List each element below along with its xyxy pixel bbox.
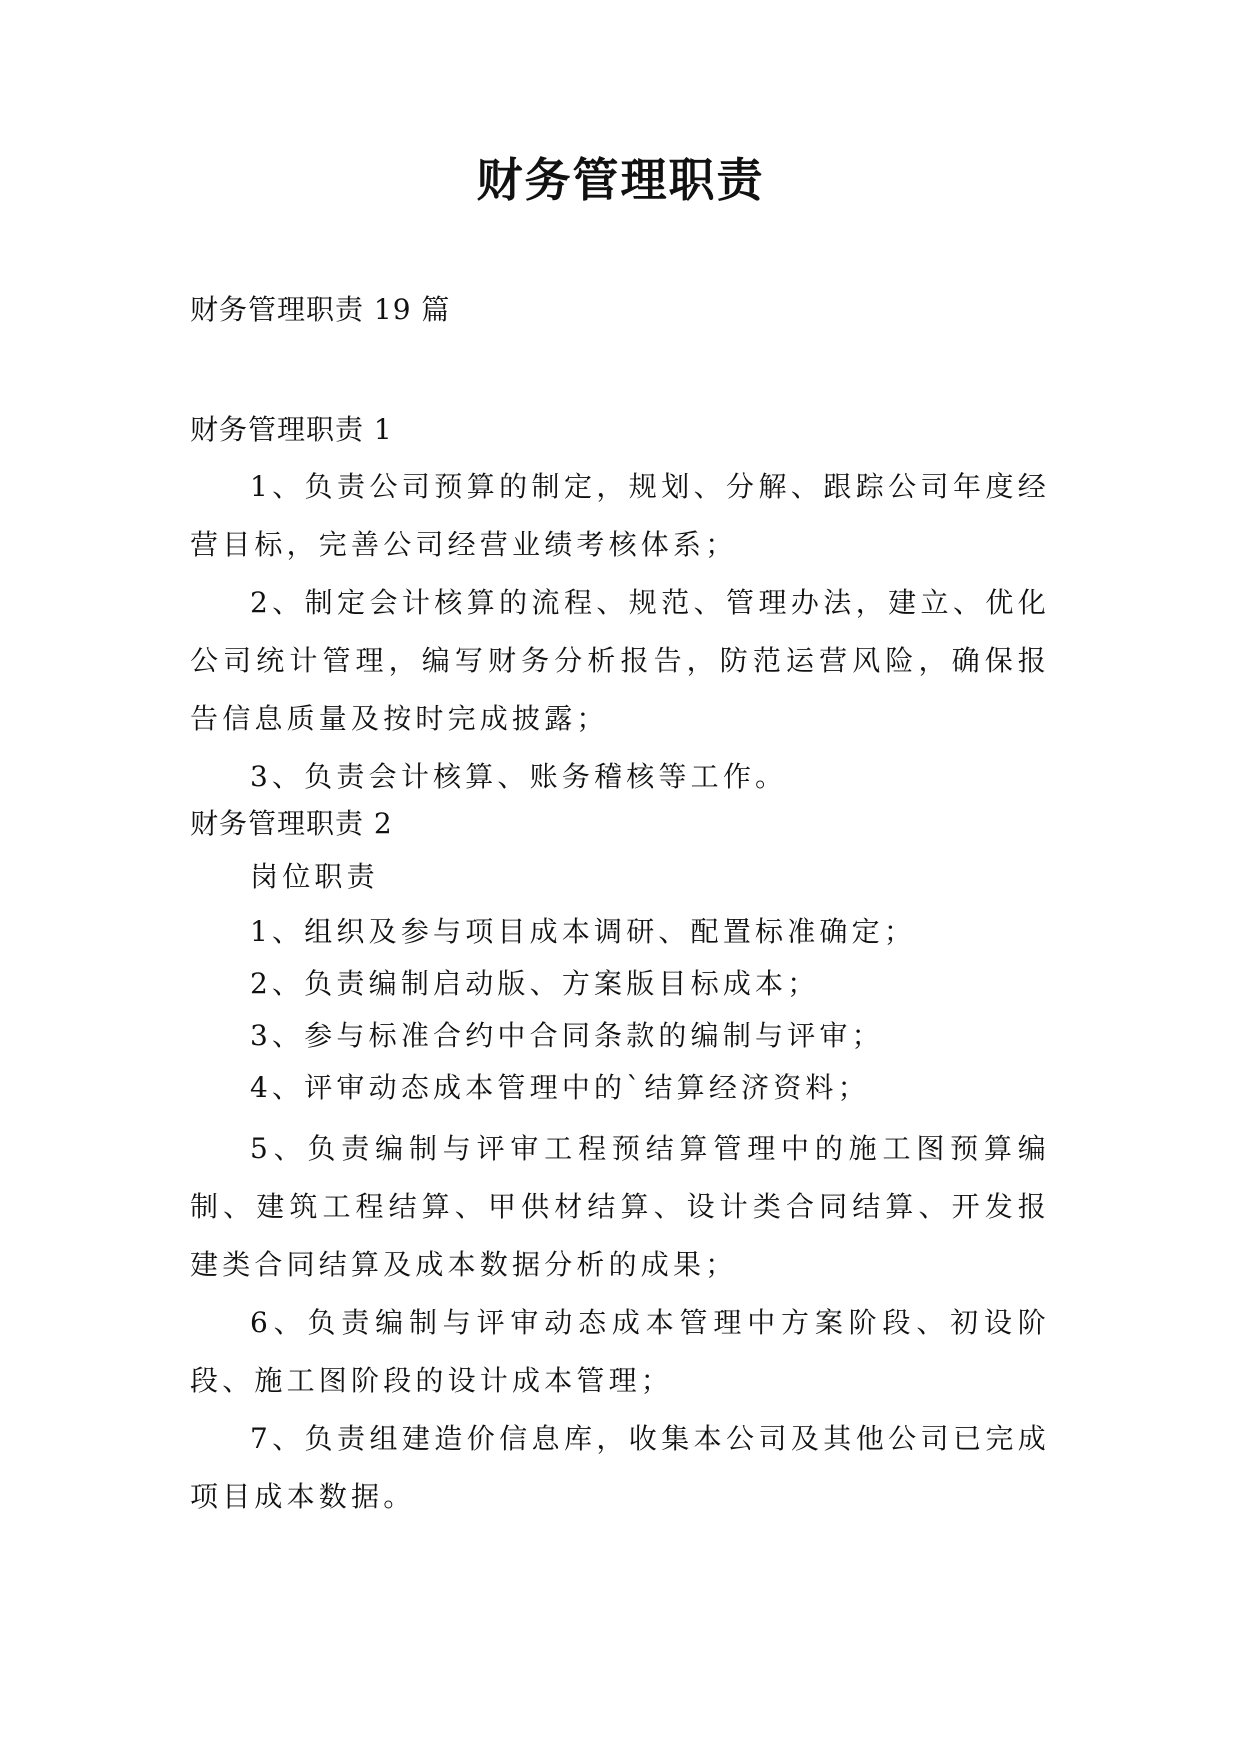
document-subtitle: 财务管理职责 19 篇 bbox=[190, 293, 451, 326]
paragraph: 2、制定会计核算的流程、规范、管理办法，建立、优化公司统计管理，编写财务分析报告，防范运营风险，确保报告信息质量及按时完成披露； bbox=[190, 586, 1050, 735]
section-1 bbox=[190, 410, 1050, 806]
section-heading: 财务管理职责 2 bbox=[190, 807, 393, 840]
paragraph: 1、负责公司预算的制定，规划、分解、跟踪公司年度经营目标，完善公司经营业绩考核体系； bbox=[190, 470, 1050, 561]
paragraph: 3、参与标准合约中合同条款的编制与评审； bbox=[250, 1019, 884, 1052]
document-body bbox=[190, 410, 1050, 1526]
paragraph: 岗位职责 bbox=[250, 860, 379, 893]
paragraph: 4、评审动态成本管理中的`结算经济资料； bbox=[250, 1071, 870, 1104]
paragraph: 2、负责编制启动版、方案版目标成本； bbox=[250, 967, 820, 1000]
paragraph: 5、负责编制与评审工程预结算管理中的施工图预算编制、建筑工程结算、甲供材结算、设计类合同结算、开发报建类合同结算及成本数据分析的成果； bbox=[190, 1132, 1050, 1281]
page-title: 财务管理职责 bbox=[476, 153, 765, 207]
section-2 bbox=[190, 804, 1050, 1526]
paragraph: 7、负责组建造价信息库，收集本公司及其他公司已完成项目成本数据。 bbox=[190, 1422, 1050, 1513]
paragraph: 3、负责会计核算、账务稽核等工作。 bbox=[250, 760, 788, 793]
paragraph: 1、组织及参与项目成本调研、配置标准确定； bbox=[250, 915, 917, 948]
section-heading: 财务管理职责 1 bbox=[190, 413, 393, 446]
paragraph: 6、负责编制与评审动态成本管理中方案阶段、初设阶段、施工图阶段的设计成本管理； bbox=[190, 1306, 1050, 1397]
